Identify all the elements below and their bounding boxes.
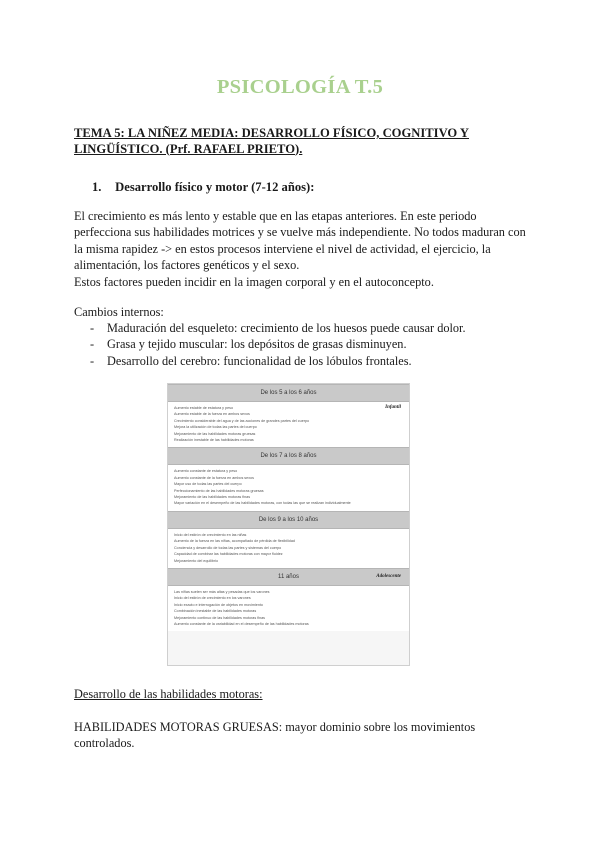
table-line: Inicio exacto e interrogación de objetos en movimiento — [174, 602, 263, 607]
table-line: Aumento estable de estatura y peso — [174, 406, 234, 410]
table-tag: Adolescente — [376, 573, 401, 579]
table-tag: Infantil — [385, 405, 401, 410]
table-line: Aumento constante de estatura y peso — [174, 469, 238, 474]
table-section-body — [168, 529, 409, 568]
intro-paragraph — [74, 208, 544, 290]
list-item-text: Grasa y tejido muscular: los depósitos de grasas disminuyen. — [107, 337, 407, 352]
table-line: Mejora la utilización de todas las partes del cuerpo — [174, 425, 257, 430]
table-line: Conciencia y desarrollo de todas las partes y sistemas del cuerpo — [174, 545, 282, 550]
list-item — [90, 320, 466, 336]
table-line: Capacidad de combinar las habilidades motoras con mayor fluidez — [174, 552, 283, 557]
topic-heading: TEMA 5: LA NIÑEZ MEDIA: DESARROLLO FÍSICO, COGNITIVO Y LINGÜÍSTICO. (Prf. RAFAEL PRIETO). — [74, 126, 469, 156]
table-line: Aumento de la fuerza en las niñas, acompañado de pérdida de flexibilidad — [174, 539, 295, 544]
table-line: Inicio del estirón de crecimiento en los varones — [174, 596, 251, 601]
paragraph-line: la misma rapidez -> en estos procesos interviene el nivel de actividad, el ejercicio, la — [74, 241, 491, 256]
table-line: Aumento constante de la fuerza en ambos sexos — [174, 475, 254, 480]
paragraph-line: El crecimiento es más lento y estable que en las etapas anteriores. En este periodo — [74, 209, 477, 223]
section-number: 1. — [92, 180, 102, 194]
table-section-title: 11 años — [278, 573, 299, 580]
table-line: Mayor variación en el desempeño de las habilidades motoras, con todas las que se realizan individualmente — [174, 501, 351, 506]
paragraph-line: controlados. — [74, 736, 135, 751]
table-line: Mejoramiento del equilibrio — [174, 558, 219, 563]
table-line: Mejoramiento de las habilidades motoras gruesas — [174, 431, 256, 436]
development-table-image — [167, 383, 410, 666]
table-section-header: De los 5 a los 6 años — [168, 384, 409, 402]
table-line: Las niñas suelen ser más altas y pesadas que los varones — [174, 589, 270, 594]
changes-title: Cambios internos: — [74, 305, 164, 319]
paragraph-line: Estos factores pueden incidir en la imagen corporal y en el autoconcepto. — [74, 274, 434, 289]
table-section-header — [168, 568, 409, 586]
table-line: Realización inestable de las habilidades motoras — [174, 438, 254, 443]
dash-bullet-icon: - — [90, 321, 95, 335]
document-title: PSICOLOGÍA T.5 — [216, 76, 384, 98]
section-title: Desarrollo físico y motor (7-12 años): — [115, 180, 315, 194]
table-section-body — [168, 586, 409, 631]
table-line: Crecimiento considerable del agua y de las acciones de grandes partes del cuerpo — [174, 418, 310, 423]
paragraph-line: perfecciona sus habilidades motrices y se vuelve más independiente. No todos maduran con — [74, 225, 526, 240]
list-item-text: Desarrollo del cerebro: funcionalidad de los lóbulos frontales. — [107, 353, 412, 368]
table-section-body — [168, 402, 409, 447]
table-line: Mayor uso de todas las partes del cuerpo — [174, 482, 242, 487]
table-section-header: De los 7 a los 8 años — [168, 447, 409, 465]
skills-title: Desarrollo de las habilidades motoras: — [74, 687, 263, 701]
dash-bullet-icon: - — [90, 353, 95, 368]
skills-paragraph — [74, 719, 514, 752]
table-line: Mejoramiento de las habilidades motoras finas — [174, 495, 251, 500]
table-section-body — [168, 465, 409, 510]
dash-bullet-icon: - — [90, 337, 95, 352]
list-item — [90, 353, 466, 369]
table-line: Aumento estable de la fuerza en ambos sexos — [174, 412, 250, 417]
changes-list — [90, 320, 466, 369]
paragraph-line: alimentación, los factores genéticos y el sexo. — [74, 258, 300, 273]
table-line: Mejoramiento continuo de las habilidades motoras finas — [174, 615, 266, 620]
paragraph-line: HABILIDADES MOTORAS GRUESAS: mayor dominio sobre los movimientos — [74, 720, 476, 734]
table-line: Combinación inestable de las habilidades motoras — [174, 609, 257, 614]
section-heading — [92, 180, 314, 195]
table-line: Perfeccionamiento de las habilidades motoras gruesas — [174, 488, 264, 493]
list-item-text: Maduración del esqueleto: crecimiento de los huesos puede causar dolor. — [107, 321, 466, 335]
table-line: Inicio del estirón de crecimiento en las niñas — [174, 532, 247, 537]
table-section-header: De los 9 a los 10 años — [168, 511, 409, 529]
table-line: Aumento constante de la variabilidad en el desempeño de las habilidades motoras — [174, 621, 309, 626]
list-item — [90, 336, 466, 352]
